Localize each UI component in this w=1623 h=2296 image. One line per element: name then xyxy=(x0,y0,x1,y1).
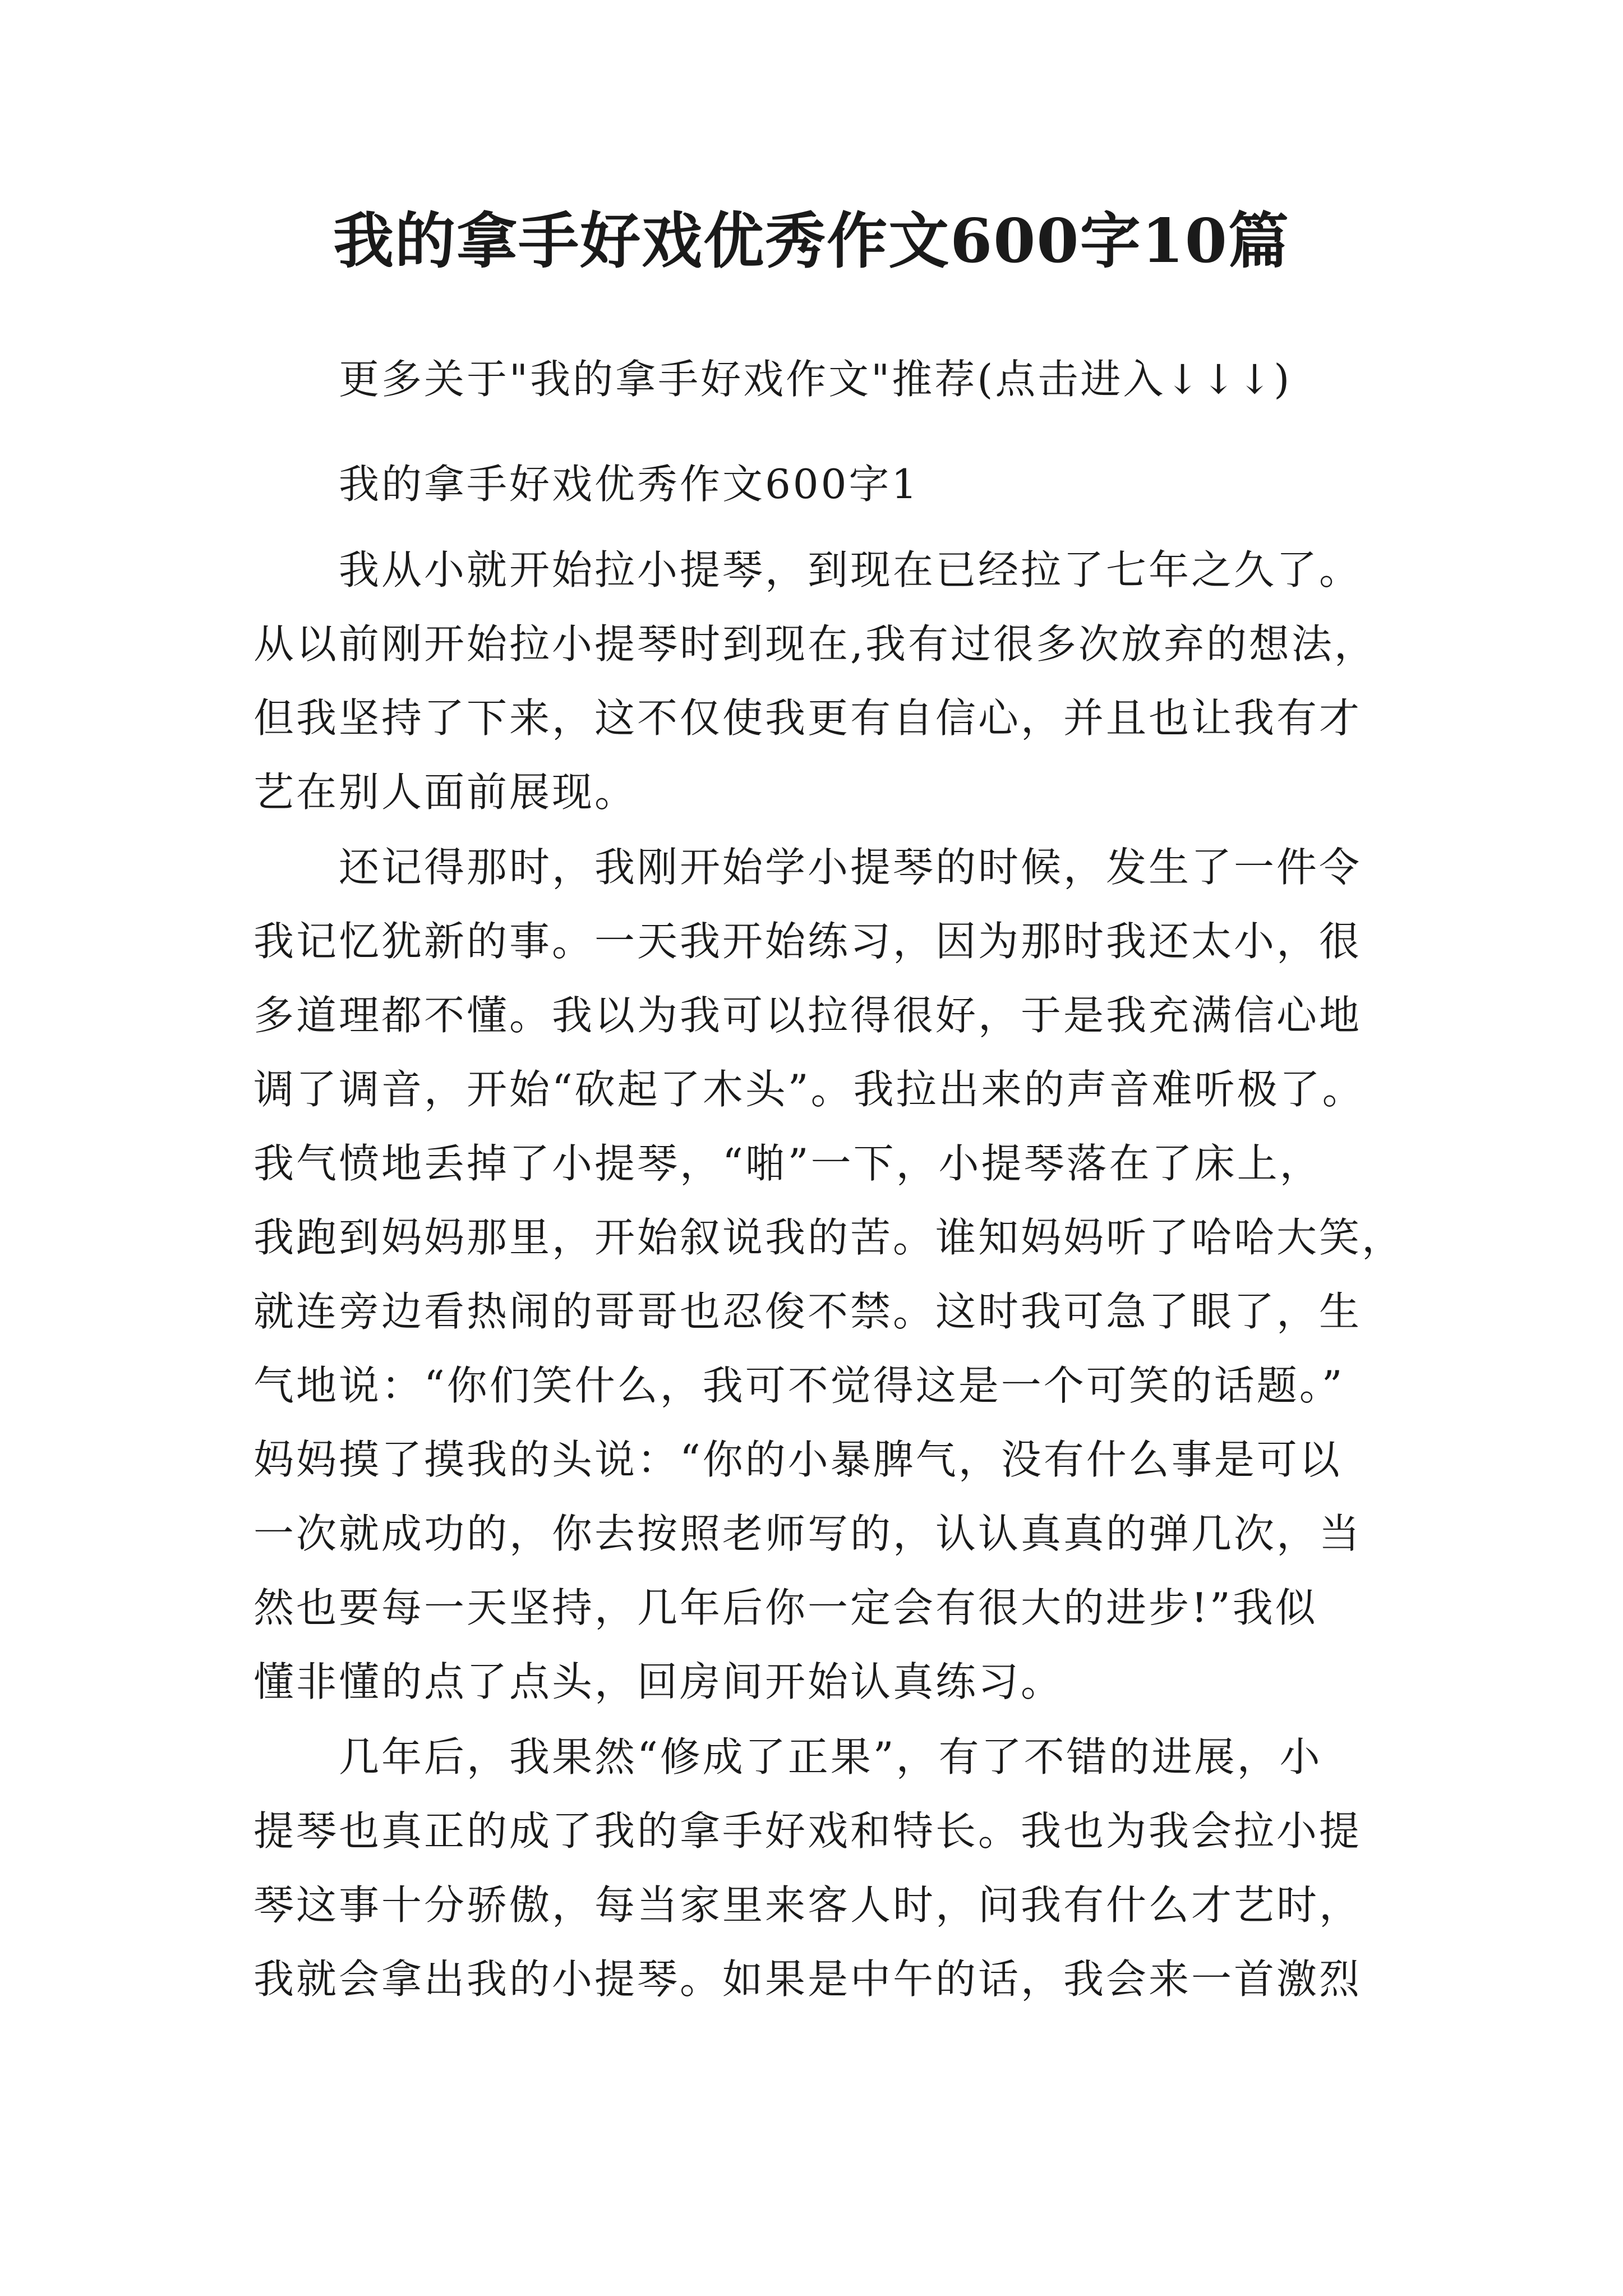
paragraph-line: 我气愤地丢掉了小提琴，“啪”一下，小提琴落在了床上， xyxy=(253,1140,1322,1187)
paragraph-line: 然也要每一天坚持，几年后你一定会有很大的进步!”我似 xyxy=(253,1584,1318,1631)
page-title: 我的拿手好戏优秀作文600字10篇 xyxy=(333,206,1290,277)
paragraph-line: 妈妈摸了摸我的头说：“你的小暴脾气，没有什么事是可以 xyxy=(253,1436,1342,1483)
paragraph-line: 气地说：“你们笑什么，我可不觉得这是一个可笑的话题。” xyxy=(253,1362,1345,1409)
recommend-link[interactable]: 更多关于"我的拿手好戏作文"推荐(点击进入↓↓↓) xyxy=(339,356,1292,403)
paragraph-line: 艺在别人面前展现。 xyxy=(253,769,638,816)
paragraph-line: 从以前刚开始拉小提琴时到现在,我有过很多次放弃的想法， xyxy=(253,620,1377,668)
paragraph-line: 懂非懂的点了点头，回房间开始认真练习。 xyxy=(253,1658,1064,1705)
paragraph-line: 琴这事十分骄傲，每当家里来客人时，问我有什么才艺时， xyxy=(253,1881,1362,1929)
paragraph-line: 我记忆犹新的事。一天我开始练习，因为那时我还太小，很 xyxy=(253,918,1362,965)
paragraph-line: 提琴也真正的成了我的拿手好戏和特长。我也为我会拉小提 xyxy=(253,1807,1362,1855)
paragraph-line: 我从小就开始拉小提琴，到现在已经拉了七年之久了。 xyxy=(339,546,1362,593)
section-heading: 我的拿手好戏优秀作文600字1 xyxy=(339,461,920,508)
paragraph-line: 我就会拿出我的小提琴。如果是中午的话，我会来一首激烈 xyxy=(253,1955,1362,2003)
paragraph-line: 一次就成功的，你去按照老师写的，认认真真的弹几次，当 xyxy=(253,1510,1362,1557)
paragraph-line: 我跑到妈妈那里，开始叙说我的苦。谁知妈妈听了哈哈大笑， xyxy=(253,1214,1405,1261)
paragraph-line: 多道理都不懂。我以为我可以拉得很好，于是我充满信心地 xyxy=(253,992,1362,1039)
paragraph-line: 调了调音，开始“砍起了木头”。我拉出来的声音难听极了。 xyxy=(253,1066,1365,1113)
paragraph-line: 但我坚持了下来，这不仅使我更有自信心，并且也让我有才 xyxy=(253,694,1362,742)
paragraph-line: 就连旁边看热闹的哥哥也忍俊不禁。这时我可急了眼了，生 xyxy=(253,1288,1362,1335)
paragraph-line: 还记得那时，我刚开始学小提琴的时候，发生了一件令 xyxy=(339,844,1362,891)
paragraph-line: 几年后，我果然“修成了正果”，有了不错的进展，小 xyxy=(339,1733,1322,1780)
